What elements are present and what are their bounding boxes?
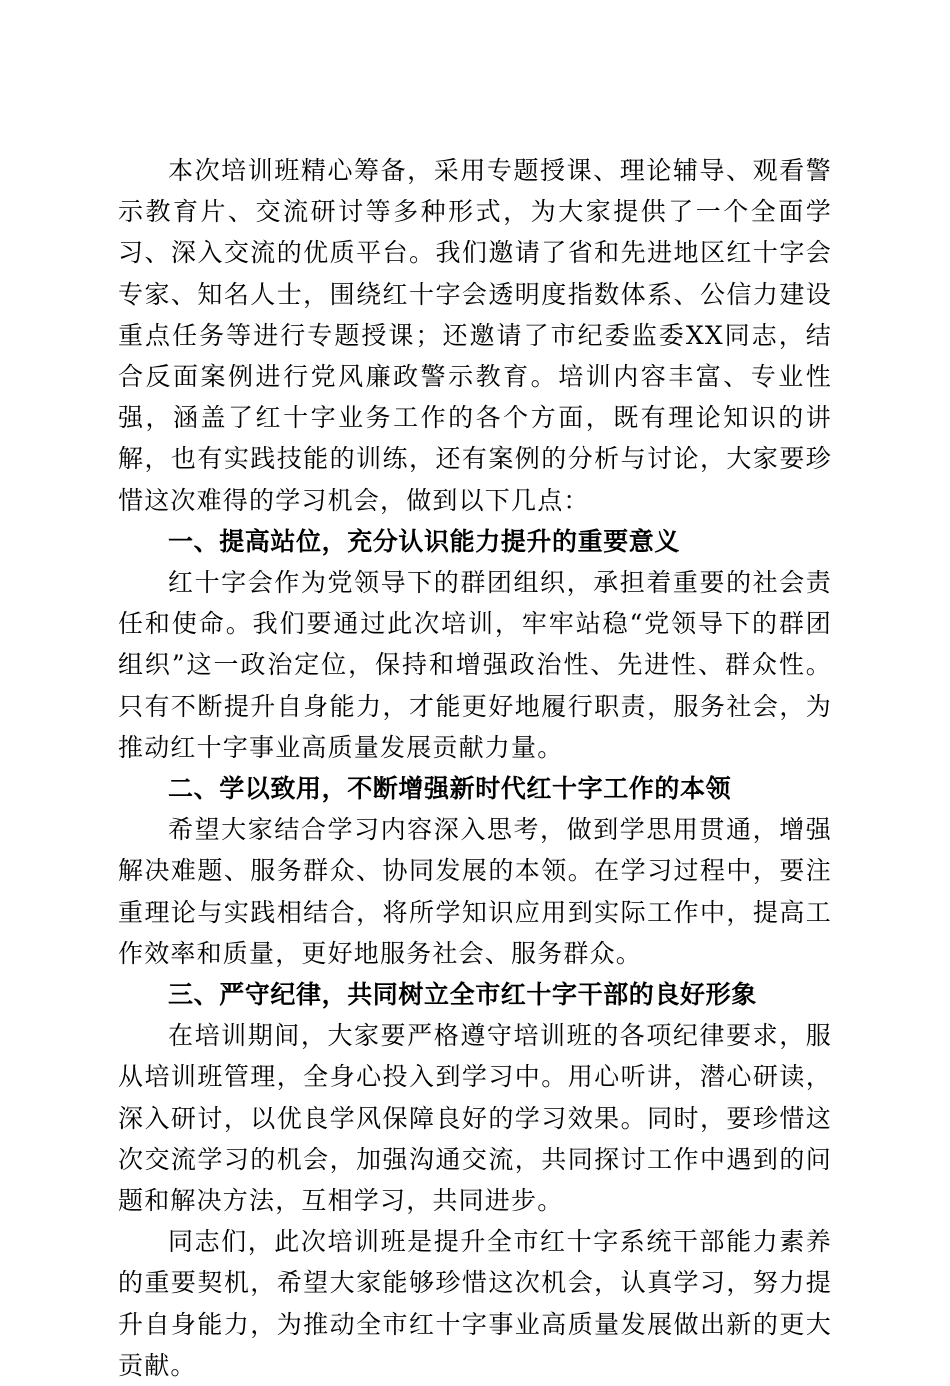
document-body [118, 150, 832, 1386]
section-heading-2: 二、学以致用，不断增强新时代红十字工作的本领 [168, 774, 732, 804]
paragraph-closing: 同志们，此次培训班是提升全市红十字系统干部能力素养的重要契机，希望大家能够珍惜这次机会，认真学习，努力提升自身能力，为推动全市红十字事业高质量发展做出新的更大贡献。 [118, 1227, 832, 1380]
paragraph-section-1: 红十字会作为党领导下的群团组织，承担着重要的社会责任和使命。我们要通过此次培训，牢牢站稳“党领导下的群团组织”这一政治定位，保持和增强政治性、先进性、群众性。只有不断提升自身能力，才能更好地履行职责，服务社会，为推动红十字事业高质量发展贡献力量。 [118, 568, 832, 762]
section-heading-3: 三、严守纪律，共同树立全市红十字干部的良好形象 [168, 980, 757, 1010]
paragraph-intro: 本次培训班精心筹备，采用专题授课、理论辅导、观看警示教育片、交流研讨等多种形式，为大家提供了一个全面学习、深入交流的优质平台。我们邀请了省和先进地区红十字会专家、知名人士，围绕红十字会透明度指数体系、公信力建设重点任务等进行专题授课；还邀请了市纪委监委XX同志，结合反面案例进行党风廉政警示教育。培训内容丰富、专业性强，涵盖了红十字业务工作的各个方面，既有理论知识的讲解，也有实践技能的训练，还有案例的分析与讨论，大家要珍惜这次难得的学习机会，做到以下几点： [118, 156, 832, 515]
paragraph-section-2: 希望大家结合学习内容深入思考，做到学思用贯通，增强解决难题、服务群众、协同发展的本领。在学习过程中，要注重理论与实践相结合，将所学知识应用到实际工作中，提高工作效率和质量，更好地服务社会、服务群众。 [118, 815, 832, 968]
paragraph-section-3: 在培训期间，大家要严格遵守培训班的各项纪律要求，服从培训班管理，全身心投入到学习中。用心听讲，潜心研读，深入研讨，以优良学风保障良好的学习效果。同时，要珍惜这次交流学习的机会，加强沟通交流，共同探讨工作中遇到的问题和解决方法，互相学习，共同进步。 [118, 1021, 832, 1216]
section-heading-1: 一、提高站位，充分认识能力提升的重要意义 [168, 526, 681, 556]
